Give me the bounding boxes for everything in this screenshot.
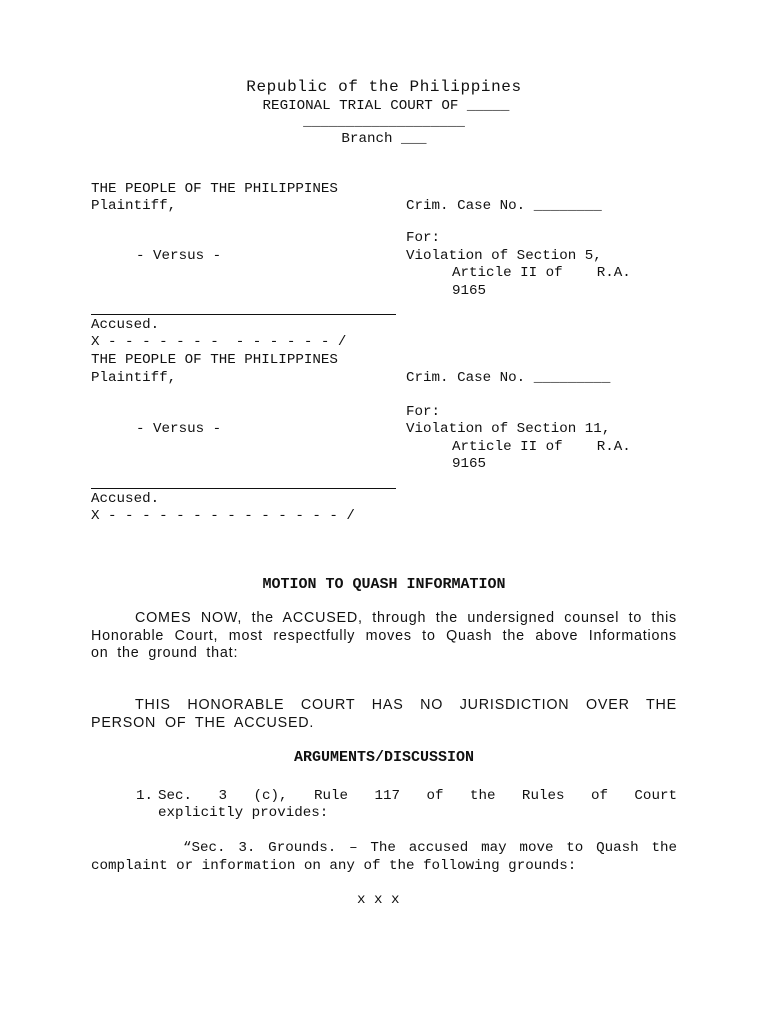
motion-title: MOTION TO QUASH INFORMATION: [262, 576, 506, 593]
argument-item-1-number: 1.: [136, 788, 154, 804]
caption1-for: For:: [406, 230, 441, 246]
republic-heading: Republic of the Philippines: [246, 78, 522, 96]
court-blank-line: ___________________: [303, 114, 465, 130]
argument-item-1-line1: Sec. 3 (c), Rule 117 of the Rules of Court: [158, 788, 677, 804]
caption2-accused: Accused.: [91, 491, 160, 507]
caption2-case-no: Crim. Case No. _________: [406, 370, 611, 386]
caption1-plaintiff: Plaintiff,: [91, 198, 177, 214]
caption1-accused-line: [91, 314, 396, 315]
caption1-people: THE PEOPLE OF THE PHILIPPINES: [91, 181, 338, 197]
caption2-separator: X - - - - - - - - - - - - - - /: [91, 508, 355, 524]
caption2-article: Article II of R.A.: [452, 439, 631, 455]
caption2-versus: - Versus -: [136, 421, 222, 437]
rule-quote: “Sec. 3. Grounds. – The accused may move to Quash the complaint or information on any of the following grounds:: [91, 840, 677, 874]
omission-mark: x x x: [357, 892, 400, 908]
caption2-for: For:: [406, 404, 441, 420]
caption2-violation: Violation of Section 11,: [406, 421, 611, 437]
caption2-people: THE PEOPLE OF THE PHILIPPINES: [91, 352, 338, 368]
caption1-article: Article II of R.A.: [452, 265, 631, 281]
caption1-ra: 9165: [452, 283, 487, 299]
branch-heading: Branch ___: [341, 131, 427, 147]
argument-item-1-line2: explicitly provides:: [158, 805, 329, 821]
caption1-violation: Violation of Section 5,: [406, 248, 602, 264]
motion-paragraph-1: COMES NOW, the ACCUSED, through the undersigned counsel to this Honorable Court, most respectfully moves to Quash the above Informations on the ground that:: [91, 610, 677, 661]
caption1-case-no: Crim. Case No. ________: [406, 198, 602, 214]
caption1-versus: - Versus -: [136, 248, 222, 264]
caption1-accused: Accused.: [91, 317, 160, 333]
caption2-ra: 9165: [452, 456, 487, 472]
motion-paragraph-2: THIS HONORABLE COURT HAS NO JURISDICTION OVER THE PERSON OF THE ACCUSED.: [91, 697, 677, 731]
arguments-title: ARGUMENTS/DISCUSSION: [293, 749, 475, 766]
caption1-separator: X - - - - - - - - - - - - - /: [91, 334, 347, 350]
caption2-accused-line: [91, 488, 396, 489]
court-heading: REGIONAL TRIAL COURT OF _____: [262, 98, 510, 114]
caption2-plaintiff: Plaintiff,: [91, 370, 177, 386]
